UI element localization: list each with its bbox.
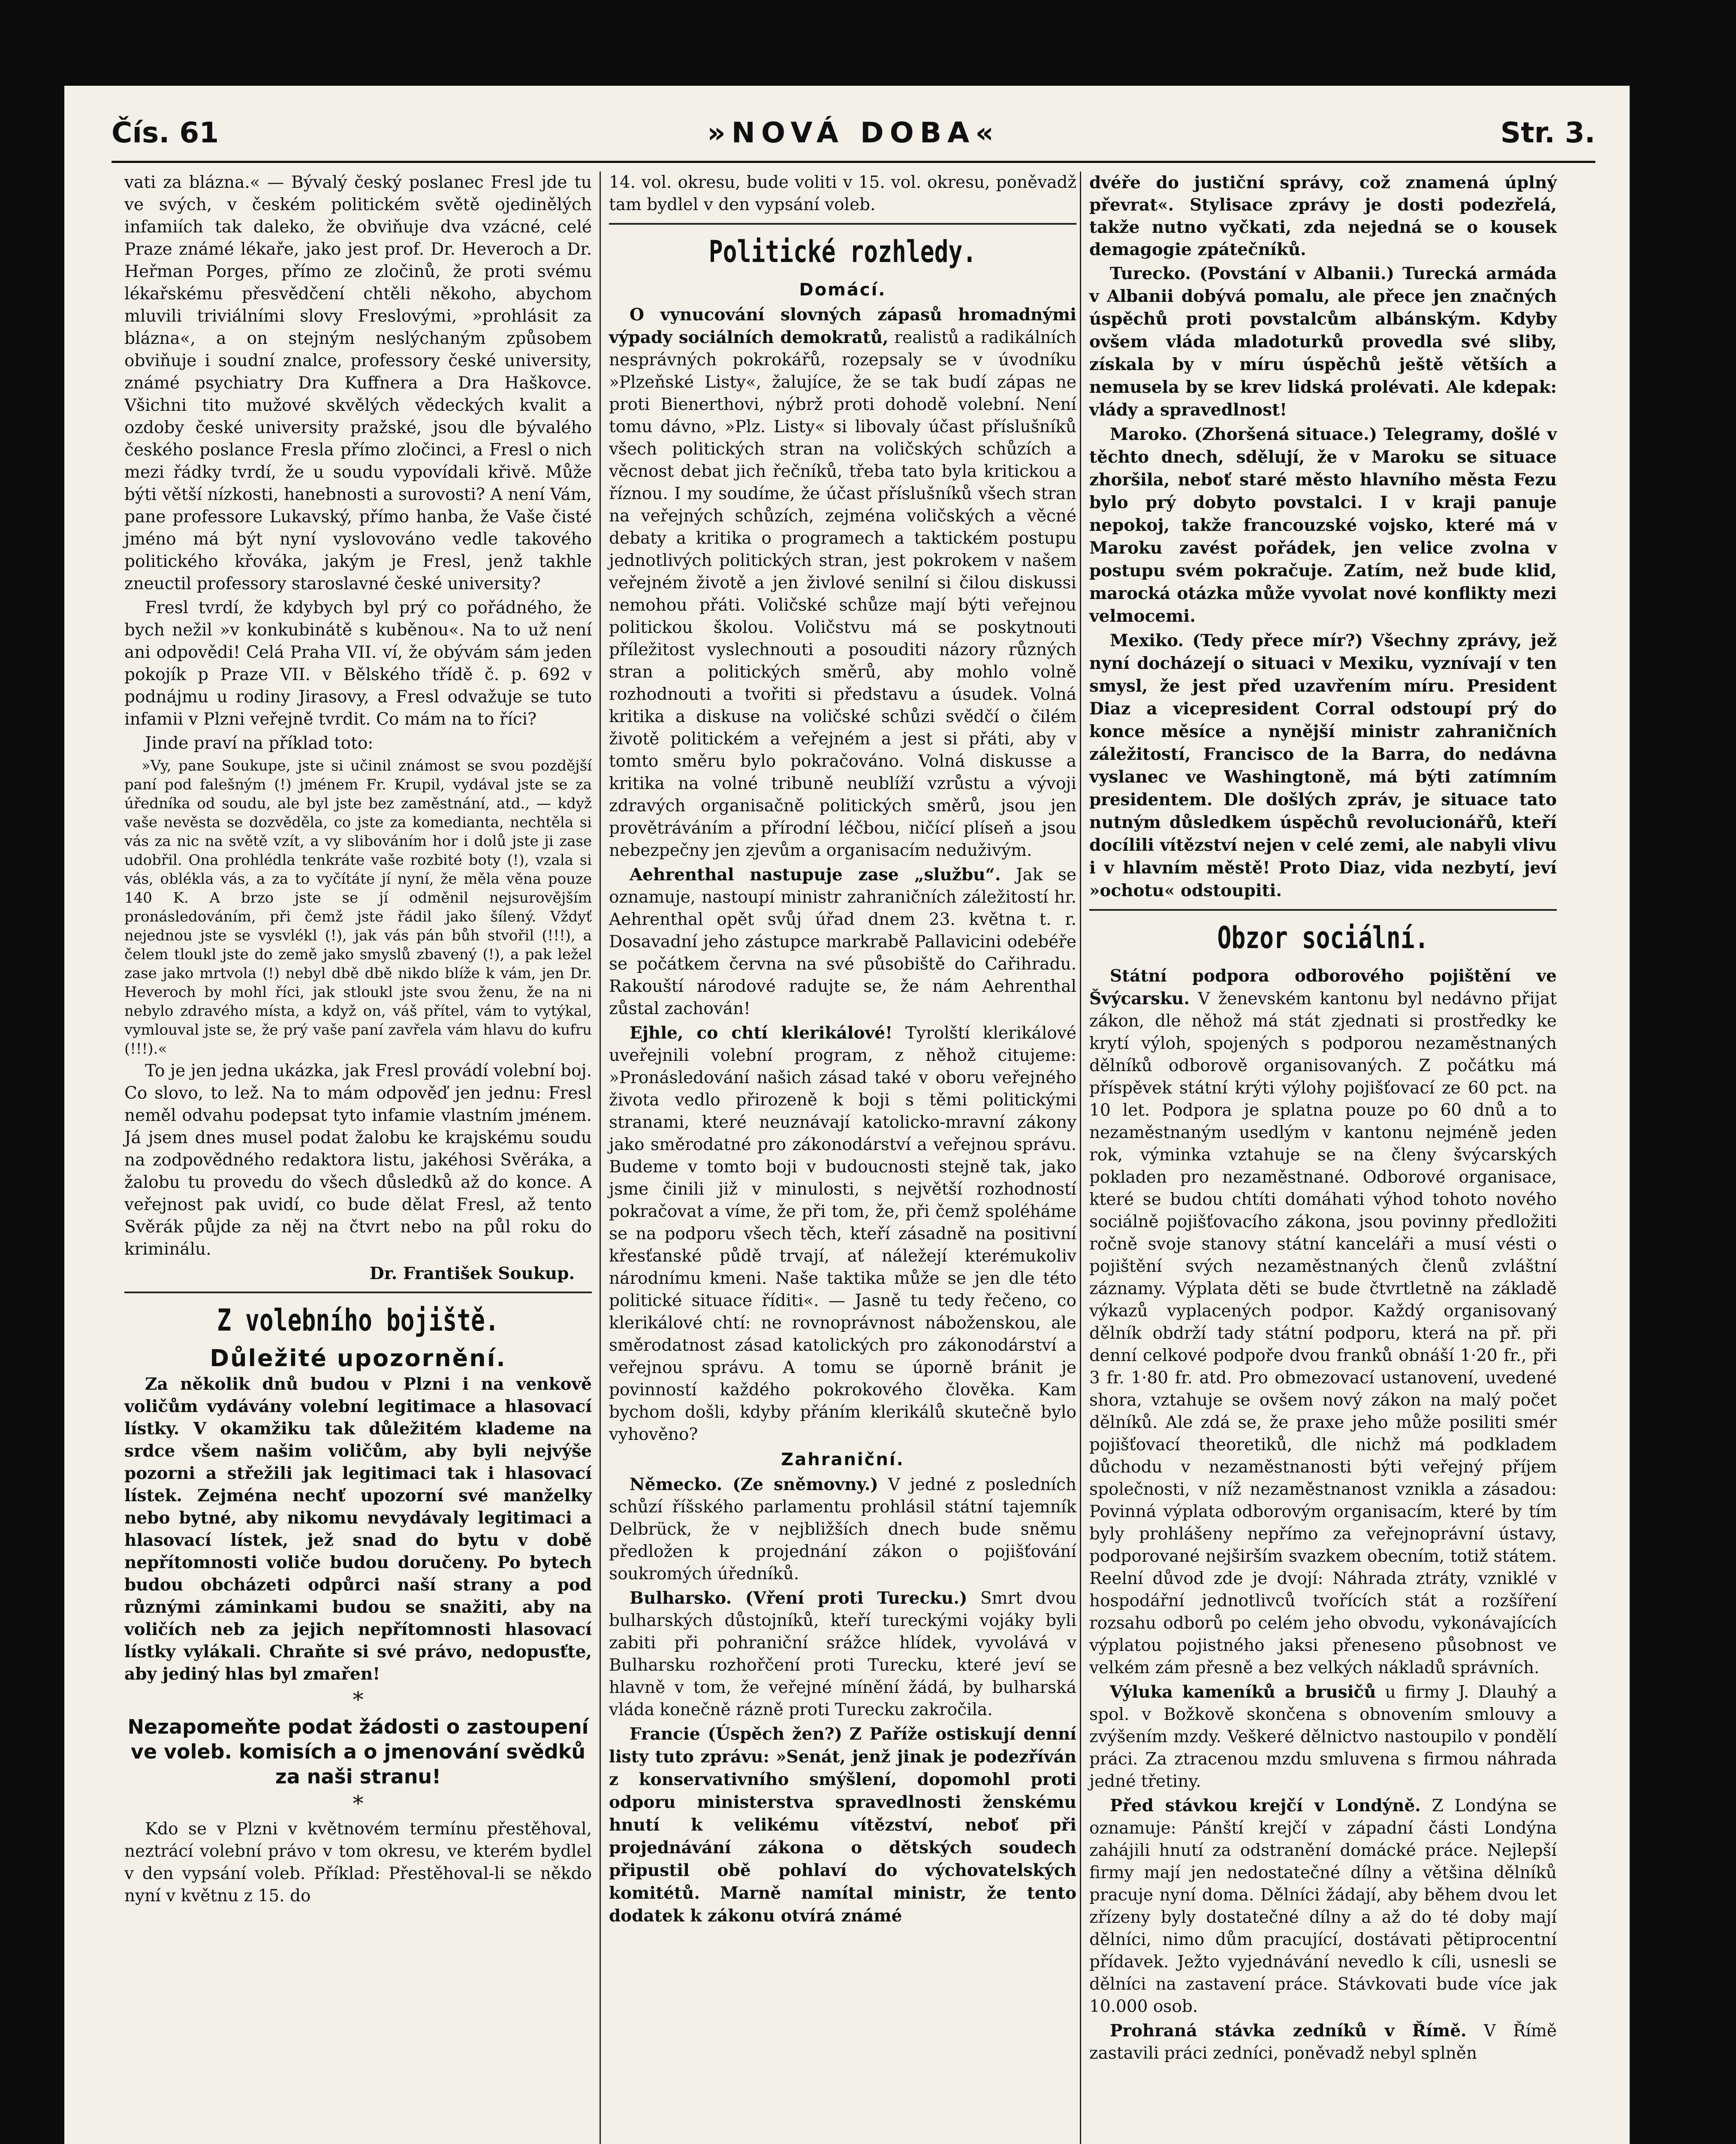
article-heading: Prohraná stávka zedníků v Římě. <box>1110 2021 1467 2041</box>
article-text: Jak se oznamuje, nastoupí ministr zahraničních záležitostí hr. Aehrenthal opět svůj úřad dnem 23. května t. r. Dosavadní jeho zástupce markrabě Pallavicini odebéře se počátkem června na své působiště do Cařihradu. Rakouští národové radujte se, že nám Aehrenthal zůstal zachován! <box>609 865 1077 1018</box>
paragraph: Jinde praví na příklad toto: <box>145 734 374 753</box>
article-text: V Římě zastavili práci zedníci, poněvadž nebyl splněn <box>1089 2021 1557 2063</box>
article-heading: Německo. (Ze sněmovny.) <box>630 1475 878 1494</box>
section-title: Z volebního bojiště. <box>217 1303 499 1338</box>
section-title: Politické rozhledy. <box>708 234 977 269</box>
article-heading: Ejhle, co chtí klerikálové! <box>630 1023 893 1043</box>
article-heading: O vynucování slovných zápasů hromadnými výpady sociálních demokratů, <box>609 305 1076 347</box>
article-heading: Před stávkou krejčí v Londýně. <box>1110 1796 1421 1816</box>
subheading: Domácí. <box>799 280 886 300</box>
article-text: V jedné z posledních schůzí říšského parlamentu prohlásil státní tajemník Delbrück, že v nejbližších dnech bude sněmu předložen k projednání zákon o pojišťování soukromých úředníků. <box>609 1475 1076 1584</box>
page-header <box>112 109 1595 157</box>
article-heading: Maroko. (Zhoršená situace.) <box>1110 425 1377 444</box>
divider <box>124 1292 592 1293</box>
article-text: Tyrolští klerikálové uveřejnili volební program, z něhož citujeme: »Pronásledování našich zásad také v oboru veřejného života vedlo přirozeně k boji s těmi politickými stranami, které neuznávají katolicko-mravní zákony jako směrodatné pro zákonodárství a veřejnou správu. Budeme v tomto boji v budoucnosti stejně tak, jako jsme činili již v minulosti, s největší rozhodností pokračovat a víme, že při tom, že, při čemž spoléháme se na podporu všech těch, kteří zásadně na positivní křesťanské půdě trvají, ať náležejí kterémukoliv národnímu kmeni. Naše taktika může se jen dle této politické situace říditi«. — Jasně tu tedy řečeno, co klerikálové chtí: ne rovnoprávnost náboženskou, ale směrodatnost zásad katolických pro zákonodárství a veřejnou správu. A tomu se úporně bránit je povinností každého pokrokového člověka. Kam bychom došli, kdyby přáním klerikálů skutečně bylo vyhověno? <box>609 1024 1076 1444</box>
article-heading: Výluka kameníků a brusičů <box>1110 1682 1376 1702</box>
signature: Dr. František Soukup. <box>369 1264 575 1283</box>
article-heading: Francie (Úspěch žen?) <box>630 1724 842 1744</box>
quotation <box>124 756 592 1058</box>
column-rule <box>1080 172 1081 2144</box>
article-text: Z Londýna se oznamuje: Pánští krejčí v západní části Londýna zahájili hnutí za odstranění domácké práce. Nejlepší firmy mají jen nedostatečné dílny a většina dělníků pracuje nyní doma. Dělníci žádají, aby během dvou let zřízeny byly dostatečné dílny a až do té doby mají dělníci, nimo dům pracující, dostávati pětiprocentní přídavek. Ježto vyjednávání nevedlo k cíli, usnesli se dělníci na zastavení práce. Stávkovati bude více jak 10.000 osob. <box>1089 1796 1557 2016</box>
article-text: Všechny zprávy, jež nyní docházejí o situaci v Mexiku, vyznívají v ten smysl, že jest před uzavřením míru. President Diaz a vicepresident Corral odstoupí prý do konce měsíce a nynější ministr zahraničních záležitostí, Francisco de la Barra, do nedávna vyslanec ve Washingtoně, má býti zatímním presidentem. Dle došlých zpráv, je situace tato nutným důsledkem úspěchů revolucionářů, kteří docílili vítězství nejen v celé zemi, ale nabyli vlivu i v hlavním městě! Proto Diaz, vida nezbytí, jeví »ochotu« odstoupiti. <box>1089 631 1557 900</box>
article-heading: Státní podpora odborového pojištění ve Švýcarsku. <box>1089 966 1557 1009</box>
article-text: realistů a radikálních nesprávných pokrokářů, rozepsaly se v úvodníku »Plzeňské Listy«, žalujíce, že se tak budí zápas ne proti Bienerthovi, nýbrž proti dohodě volební. Není tomu dávno, »Plz. Listy« si libovaly účast příslušníků všech politických stran na voličských schůzích a věcnost debat jich řečníků, třeba tato byla kritickou a říznou. I my soudíme, že účast příslušníků všech stran na veřejných schůzích, zejména voličských a věcné debaty a kritika o programech a taktickém postupu jednotlivých politických stran, jest pokrokem v našem veřejném životě a jen živlové senilní si čilou diskussi nemohou přáti. Voličské schůze mají býti veřejnou politickou školou. Voličstvu má se poskytnouti příležitost vyslechnouti a posouditi názory různých stran a politických směrů, aby mohlo volně rozhodnouti a tvořiti si představu a úsudek. Volná kritika a diskuse na voličské schůzi svědčí o čilém životě politickém a veřejném a jest si přáti, aby v tomto směru bylo pokračováno. Volná diskusse a kritika na volné tribuně neublíží vzrůstu a vývoji zdravých organisačně politických směrů, jsou jen provětráváním a přírodní léčbou, ničící plíseň a jsou nebezpečny jen zjevům a organisacím neduživým. <box>609 328 1076 860</box>
quote-text: »Vy, pane Soukupe, jste si učinil známost se svou pozdější paní pod falešným (!) jménem Fr. Krupil, vydával jste se za úředníka od soudu, ale byl jste bez zaměstnání, atd., — když vaše nevěsta se dozvěděla, co jste za komedianta, nechtěla si vás za nic na světě vzít, a vy slibováním hor i dolů jste ji zase udobřil. Ona prohlédla tenkráte vaše rozbité boty (!), vzala si vás, oblékla vás, a za to vyčítáte jí nyní, že měla věna pouze 140 K. A brzo jste se jí odměnil nejsurovějším pronásledováním, při čemž jste řádil jako šílený. Vždyť nejednou jste se vysvlékl (!), jak vás pán bůh stvořil (!!!), a čelem tloukl jste do země jako smyslů zbavený (!), a pak ležel zase jako mrtvola (!) nebyl dbě dbě nikdo blíže k vám, jen Dr. Heveroch by mohl říci, jak stloukl jste svou ženu, že na ni nebylo zdravého místa, a když on, váš přítel, vám to vytýkal, vymlouval jste se, že prý vaše paní zavřela vám hlavu do kufru (!!!).« <box>124 757 592 1057</box>
divider <box>1089 909 1557 911</box>
paragraph: dvéře do justiční správy, což znamená úplný převrat«. Stylisace zprávy je dosti podezřelá, takže nutno vyčkati, zda nejedná se o kousek demagogie zpátečníků. <box>1089 173 1557 259</box>
article-text: Smrt dvou bulharských důstojníků, kteří tureckými vojáky byli zabiti při pohraniční srážce hlídek, vyvolává v Bulharsku rozhořčení proti Turecku, které jeví se hlavně v tom, že veřejné mínění žádá, by bulharská vláda konečně rázně proti Turecku zakročila. <box>609 1589 1077 1719</box>
newspaper-page <box>64 86 1630 2144</box>
article-heading: Mexiko. (Tedy přece mír?) <box>1110 631 1363 650</box>
column-rule <box>600 172 601 2144</box>
subheading: Důležité upozornění. <box>210 1345 506 1372</box>
article-heading: Aehrenthal nastupuje zase „službu“. <box>630 865 1001 885</box>
column-3 <box>1089 172 1557 2066</box>
notice-paragraph: Za několik dnů budou v Plzni i na venkově voličům vydávány volební legitimace a hlasovací lístky. V okamžiku tak důležitém klademe na srdce všem našim voličům, aby byli nejvýše pozorni a střežili jak legitimaci tak i hlasovací lístek. Zejména nechť upozorní své manželky nebo bytné, aby nikomu nevydávaly legitimaci a hlasovací lístek, jež snad do bytu v době nepřítomnosti voliče budou doručeny. Po bytech budou obcházeti odpůrci naší strany a pod různými záminkami budou se snažiti, aby na voličích neb za jejich nepřítomnosti hlasovací lístky vylákali. Chraňte si své právo, nedopusťte, aby jediný hlas byl zmařen! <box>124 1374 592 1684</box>
paragraph: Kdo se v Plzni v květnovém termínu přestěhoval, neztrácí volební právo v tom okresu, ve kterém bydlel v den vypsání voleb. Příklad: Přestěhoval-li se někdo nyní v květnu z 15. do <box>124 1819 592 1906</box>
notice-banner: Nezapomeňte podat žádosti o zastoupení ve voleb. komisích a o jmenování svědků za naši stranu! <box>127 1715 589 1788</box>
article-text: Telegramy, došlé v těchto dnech, sdělují, že v Maroku se situace zhoršila, neboť staré město hlavního města Fezu bylo prý dobyto povstalci. I v kraji panuje nepokoj, takže francouzské vojsko, které má v Maroku zavést pořádek, jen velice zvolna v postupu svém pokračuje. Zatím, než bude klid, marocká otázka může vyvolat nové konflikty mezi velmocemi. <box>1089 425 1557 626</box>
subheading: Zahraniční. <box>781 1450 904 1469</box>
header-rule <box>112 161 1595 163</box>
masthead: »NOVÁ DOBA« <box>707 116 1000 149</box>
section-title: Obzor sociální. <box>1217 920 1429 955</box>
column-2 <box>609 172 1076 1929</box>
paragraph: Fresl tvrdí, že kdybych byl prý co pořádného, že bych nežil »v konkubinátě s kuběnou«. Na to už není ani odpovědi! Celá Praha VII. ví, že obývám sám jeden pokojík p Praze VII. v Bělského třídě č. p. 692 v podnájmu u rodiny Jirasovy, a Fresl odvažuje se tuto infamii v Plzni veřejně tvrdit. Co mám na to říci? <box>124 598 592 729</box>
column-1 <box>124 172 592 1909</box>
article-text: u firmy J. Dlauhý a spol. v Božkově skončena s obnovením smlouvy a zvýšením mzdy. Veškeré dělnictvo nastoupilo v pondělí práci. Za ztracenou mzdu smluvena s firmou náhrada jedné třetiny. <box>1089 1683 1557 1791</box>
issue-number: Čís. 61 <box>112 116 219 149</box>
paragraph: 14. vol. okresu, bude voliti v 15. vol. okresu, poněvadž tam bydlel v den vypsání voleb. <box>609 173 1076 214</box>
article-text: Turecká armáda v Albanii dobývá pomalu, ale přece jen značných úspěchů proti povstalcům albánským. Kdyby ovšem vláda mladoturků provedla své sliby, získala by v míru úspěchů ještě větších a nemusela by se krev lidská prolévati. Ale kdepak: vlády a spravedlnost! <box>1089 264 1557 420</box>
article-heading: Bulharsko. (Vření proti Turecku.) <box>630 1588 967 1608</box>
article-text: Z Paříže ostiskují denní listy tuto zprávu: »Senát, jenž jinak je podezříván z konservativního smýšlení, dopomohl proti odporu ministerstva spravedlnosti ženskému hnutí k velikému vítězství, neboť při projednávání zákona o dětských soudech připustil obě pohlaví do výchovatelských komitétů. Marně namítal ministr, že tento dodatek k zákonu otvírá známé <box>609 1724 1076 1926</box>
asterisk-divider: * <box>353 1687 364 1712</box>
article-heading: Turecko. (Povstání v Albanii.) <box>1110 264 1395 283</box>
article-text: V ženevském kantonu byl nedávno přijat zákon, dle něhož má stát zjednati si prostředky ke krytí výloh, spojených s podporou nezaměstnaných dělníků odborově organisovaných. Z počátku má příspěvek státní krýti výlohy pojišťovací ze 60 pct. na 10 let. Podpora je splatna pouze po 60 dnů a to nezaměstnaným usedlým v kantonu nejméně jeden rok, výminka vztahuje se na členy švýcarských pokladen pro nezaměstnané. Odborové organisace, které se budou chtíti domáhati výhod tohoto nového sociálně pojišťovacího zákona, jsou povinny předložiti ročně svoje stanovy státní kanceláři a musí vésti o pojištění svých nezaměstnaných členů zvláštní záznamy. Výplata děti se bude čtvrtletně na základě výkazů vyplacených podpor. Každý organisovaný dělník obdrží tady státní podporu, která na př. při denní celkové podpoře dvou franků obnáší 1·20 fr., při 3 fr. 1·80 fr. atd. Pro obmezovací ustanovení, uvedené shora, vztahuje se ovšem nový zákon na malý počet dělníků. Ale zdá se, že praxe jeho může posiliti smér pojišťovací theoretiků, dle nichž má podkladem důchodu v nezaměstnanosti býti veřejný příjem společnosti, v níž nezaměstnanost vznikla a zásadou: Povinná výplata odborovým organisacím, které by tím byly prohlášeny nepřímo za veřejnoprávní ústavy, podporované nejširším svazkem obecním, totiž státem. Reelní důvod zde je dvojí: Náhrada ztráty, vzniklé v hospodářní jednotlivců tvořících stát a rozšíření rozsahu odborů po celém jeho obvodu, vykonávajících výplatou pojistného jaksi přeneseno působnost ve velkém zám přesně a bez velkých nákladů správních. <box>1089 989 1557 1677</box>
paragraph: vati za blázna.« — Bývalý český poslanec Fresl jde tu ve svých, v českém politickém světě ojedinělých infamiích tak daleko, že obviňuje dva vzácné, celé Praze známé lékaře, jako jest prof. Dr. Heveroch a Dr. Heřman Porges, přímo ze zločinů, že proti svému lékařskému přesvědčení chtěli někoho, abychom mluvili triviálními slovy Freslovými, »prohlásit za blázna«, a on stejným neslýchaným způsobem obviňuje i soudní znalce, professory české university, známé psychiatry Dra Kuffnera a Dra Haškovce. Všichni tito mužové skvělých vědeckých kvalit a ozdoby české university pražské, jsou dle bývalého českého poslance Fresla přímo zločinci, a Fresl o nich mezi řádky tvrdí, že u soudu vypovídali křivě. Může býti větší nízkosti, hanebnosti a surovosti? A není Vám, pane professore Lukavský, přímo hanba, že Vaše čisté jméno má být nyní vyslovováno vedle takového politického křováka, jakým je Fresl, jenž takhle zneuctil professory staroslavné české university? <box>124 173 592 593</box>
asterisk-divider: * <box>353 1791 364 1816</box>
paragraph: To je jen jedna ukázka, jak Fresl provádí volební boj. Co slovo, to lež. Na to mám odpověď jen jednu: Fresl neměl odvahu podepsat tyto infamie vlastním jménem. Já jsem dnes musel podat žalobu ke krajskému soudu na zodpovědného redaktora listu, jakéhosi Svěráka, a žalobu tu provedu do všech důsledků až do konce. A veřejnost pak uvidí, co bude dělat Fresl, až tento Svěrák půjde za něj na čtvrt nebo na půl roku do kriminálu. <box>124 1061 592 1259</box>
page-number: Str. 3. <box>1500 116 1595 149</box>
divider <box>609 223 1076 225</box>
